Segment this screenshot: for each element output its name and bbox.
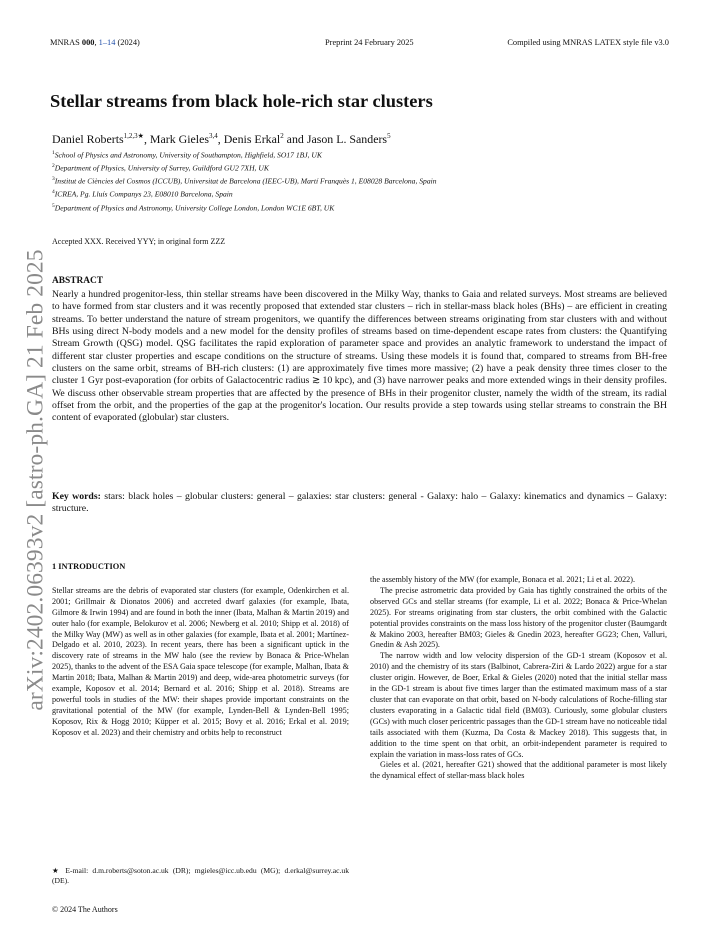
- paragraph: The narrow width and low velocity dispersion of the GD-1 stream (Koposov et al. 2010) and the chemistry of its stars (Balbinot, Cabrera-Ziri & Lardo 2022) argue for a star cluster origin. However, de Boer, Erkal & Gieles (2020) noted that the initial stellar mass in the GD-1 stream is about five times larger than the estimated maximum mass of a star cluster that can evaporate on that orbit, based on N-body calculations of Roche-filling star clusters evaporating in a Galactic tidal field (BM03). Curiously, some globular clusters (GCs) with much closer pericentric passages than the GD-1 stream have no noticeable tidal tails associated with them (Kuzma, Da Costa & Mackey 2018). This suggests that, in addition to the time spent on that orbit, an orbit-independent parameter is required to explain the variation in mass-loss rates of GCs.: [370, 651, 667, 759]
- journal-name: MNRAS: [50, 38, 80, 47]
- paragraph: the assembly history of the MW (for example, Bonaca et al. 2021; Li et al. 2022).: [370, 575, 635, 584]
- affiliation: [52, 201, 437, 214]
- author-sup: 3,4: [209, 132, 218, 141]
- affiliation-text: Department of Physics, University of Surrey, Guildford GU2 7XH, UK: [54, 163, 269, 173]
- affiliation-text: Institut de Ciències del Cosmos (ICCUB), Universitat de Barcelona (IEEC-UB), Martí Franquès 1, E08028 Barcelona, Spain: [54, 176, 437, 186]
- author-list: Daniel Roberts$^{1,2,3★}$, Mark Gieles$^{3,4}$, Denis Erkal$^2$ and Jason L. Sanders$^5$: [52, 132, 391, 146]
- author-sup: 5: [387, 132, 391, 141]
- column-left: [52, 562, 349, 739]
- abstract-text: Nearly a hundred progenitor-less, thin stellar streams have been discovered in the Milky Way, thanks to Gaia and related surveys. Most streams are believed to have formed from star clusters and it was recently proposed that extended star clusters – rich in stellar-mass black holes (BHs) – are efficient in creating streams. To better understand the nature of stream progenitors, we quantify the differences between streams originating from star clusters with and without BHs using direct N-body models and a new model for the density profiles of streams based on time-dependent escape rates from clusters: the Quantifying Stream Growth (QSG) model. QSG facilitates the rapid exploration of parameter space and provides an analytic framework to understand the impact of different star cluster properties and escape conditions on the structure of streams. Using these models it is found that, compared to streams from BH-free clusters on the same orbit, streams of BH-rich clusters: (1) are approximately five times more massive; (2) have a peak density three times closer to the cluster 1 Gyr post-evaporation (for orbits of Galactocentric radius ≳ 10 kpc), and (3) have narrower peaks and more extended wings in their density profiles. We discuss other observable stream properties that are affected by the presence of BHs in their progenitor cluster, namely the width of the stream, its radial offset from the orbit, and the properties of the gap at the progenitor's location. Our results provide a step towards using stellar streams to constrain the BH content of evaporated (globular) star clusters.: [52, 289, 667, 424]
- keywords-label: Key words:: [52, 491, 101, 502]
- journal-volume: 000: [81, 38, 95, 47]
- affiliation-number: 4: [52, 189, 55, 196]
- paragraph: Stellar streams are the debris of evaporated star clusters (for example, Odenkirchen et al. 2001; Grillmair & Dionatos 2006) and accreted dwarf galaxies (for example, Ibata, Gilmore & Irwin 1994) and are found in both the inner (Ibata, Malhan & Martin 2019) and outer halo (for example, Belokurov et al. 2006; Newberg et al. 2010; Shipp et al. 2018) of the Milky Way (MW) as well as in other galaxies (for example, Ibata et al. 2001; Martínez-Delgado et al. 2010, 2023). In recent years, there has been a significant uptick in the discovery rate of streams in the MW halo (see the review by Bonaca & Price-Whelan 2025), thanks to the advent of the ESA Gaia space telescope (for example, Malhan, Ibata & Martin 2018; Ibata, Malhan & Martin 2019) and deep, wide-area photometric surveys (for example, Koposov et al. 2014; Bernard et al. 2016; Shipp et al. 2018). Streams are powerful tools in studies of the MW: their shapes provide important constraints on the gravitational potential of the MW (for example, Lynden-Bell & Lynden-Bell 1995; Koposov, Rix & Hogg 2010; Küpper et al. 2015; Bovy et al. 2016; Erkal et al. 2019; Koposov et al. 2023) and their chemistry and orbits help to reconstruct: [52, 585, 349, 737]
- running-header-journal: MNRAS 000, 1–14 (2024): [50, 38, 140, 47]
- affiliation-number: 3: [52, 176, 55, 183]
- affiliation-text: ICREA, Pg. Lluís Companys 23, E08010 Barcelona, Spain: [54, 189, 233, 199]
- accepted-line: Accepted XXX. Received YYY; in original form ZZZ: [52, 237, 226, 246]
- abstract-heading: ABSTRACT: [52, 276, 104, 286]
- affiliation-number: 1: [52, 150, 55, 156]
- column-right: [370, 575, 667, 782]
- arxiv-stamp: arXiv:2402.06393v2 [astro-ph.GA] 21 Feb 2025: [22, 249, 49, 711]
- paragraph: Gieles et al. (2021, hereafter G21) showed that the additional parameter is most likely the dynamical effect of stellar-mass black holes: [370, 760, 667, 781]
- affiliation: [52, 174, 437, 187]
- affiliation: [52, 148, 437, 161]
- author-name: Jason L. Sanders: [306, 132, 388, 146]
- preprint-date: Preprint 24 February 2025: [325, 38, 414, 47]
- affiliation: [52, 187, 437, 200]
- keywords-text: stars: black holes – globular clusters: general – galaxies: star clusters: general - Galaxy: halo – Galaxy: kinematics and dynamics – Galaxy: structure.: [52, 491, 668, 515]
- footnote: ★ E-mail: d.m.roberts@soton.ac.uk (DR); mgieles@icc.ub.edu (MG); d.erkal@surrey.ac.uk (DE).: [52, 866, 349, 886]
- paper-title: Stellar streams from black hole-rich star clusters: [50, 91, 433, 111]
- affiliations: [52, 148, 437, 214]
- author-name: Daniel Roberts: [52, 132, 124, 146]
- pages-link[interactable]: 1–14: [98, 38, 116, 47]
- author-name: Denis Erkal: [223, 132, 281, 146]
- author-sup: 1,2,3★: [123, 132, 144, 141]
- affiliation-number: 2: [52, 163, 55, 170]
- affiliation-text: Department of Physics and Astronomy, University College London, London WC1E 6BT, UK: [54, 203, 335, 213]
- copyright: © 2024 The Authors: [52, 905, 118, 914]
- affiliation: [52, 161, 437, 174]
- journal-year: (2024): [117, 38, 140, 47]
- keywords: [52, 491, 667, 516]
- section-heading: 1 INTRODUCTION: [52, 562, 126, 571]
- affiliation-text: School of Physics and Astronomy, University of Southampton, Highfield, SO17 1BJ, UK: [54, 150, 322, 160]
- compiled-note: Compiled using MNRAS LATEX style file v3.0: [507, 38, 669, 47]
- author-sup: 2: [280, 132, 284, 141]
- author-name: Mark Gieles: [149, 132, 210, 146]
- affiliation-number: 5: [52, 202, 55, 209]
- paragraph: The precise astrometric data provided by Gaia has tightly constrained the orbits of the observed GCs and stellar streams (for example, Li et al. 2022; Bonaca & Price-Whelan 2025). For streams originating from star clusters, the orbit combined with the Galactic potential provides constraints on the mass loss history of the progenitor cluster (Baumgardt & Makino 2003, hereafter BM03; Gieles & Gnedin 2023, hereafter GG23; Chen, Valluri, Gnedin & Ash 2025).: [370, 585, 667, 650]
